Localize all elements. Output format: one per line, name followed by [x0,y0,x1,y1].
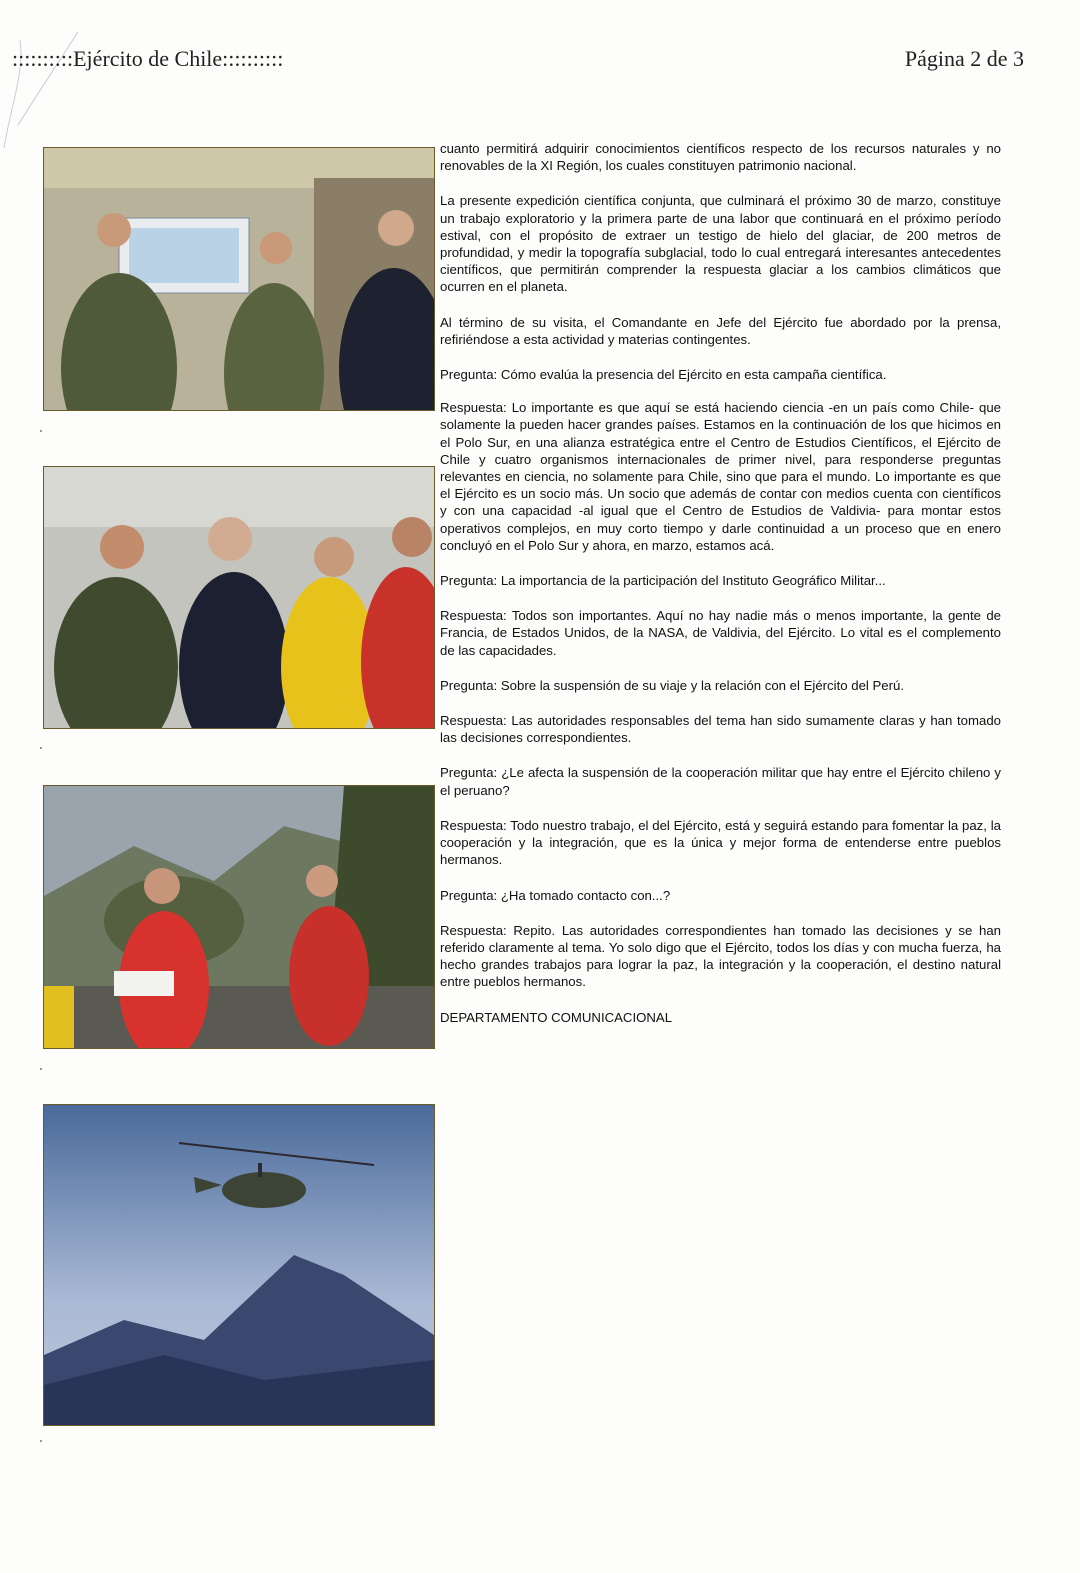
site-title: ::::::::::Ejército de Chile:::::::::: [12,46,284,71]
interview-answer: Respuesta: Todo nuestro trabajo, el del Ejército, está y seguirá estando para fomentar la paz, la cooperación y la integración, que es la única y mejor forma de entenderse entre pueblos hermanos. [440,817,1001,868]
scan-speck [40,747,42,749]
interview-question: Pregunta: ¿Le afecta la suspensión de la cooperación militar que hay entre el Ejército chileno y el peruano? [440,765,1001,798]
article-paragraph: cuanto permitirá adquirir conocimientos científicos respecto de los recursos naturales y no renovables de la XI Región, los cuales constituyen patrimonio nacional. [440,141,1001,174]
department-signature: DEPARTAMENTO COMUNICACIONAL [440,1009,673,1025]
interview-question: Pregunta: La importancia de la participación del Instituto Geográfico Militar... [440,573,886,589]
interview-question: Pregunta: Sobre la suspensión de su viaje y la relación con el Ejército del Perú. [440,677,905,693]
scan-speck [40,1440,42,1442]
interview-question: Pregunta: ¿Ha tomado contacto con...? [440,887,671,903]
interview-answer: Respuesta: Todos son importantes. Aquí no hay nadie más o menos importante, la gente de Francia, de Estados Unidos, de la NASA, de Valdivia, del Ejército. Lo vital es el complemento de las capacidades. [440,608,1001,658]
scan-speck [40,430,42,432]
page-indicator: Página 2 de 3 [904,46,1024,71]
photo-officers-map-briefing [43,147,435,411]
article-text-column [440,140,1001,1044]
interview-answer: Respuesta: Repito. Las autoridades correspondientes han tomado las decisiones y se han referido claramente al tema. Yo solo digo que el Ejército, todos los días y con mucha fuerza, ha hecho grandes trabajos para lograr la paz, la integración y la cooperación, el destino natural entre pueblos hermanos. [440,922,1001,990]
interview-answer: Respuesta: Las autoridades responsables del tema han sido sumamente claras y han tomado las decisiones correspondientes. [440,713,1001,746]
article-paragraph: Al término de su visita, el Comandante en Jefe del Ejército fue abordado por la prensa, refiriéndose a esta actividad y materias contingentes. [440,314,1001,347]
interview-answer: Respuesta: Lo importante es que aquí se está haciendo ciencia -en un país como Chile- que solamente la pueden hacer grandes países. Estamos en la continuación de los que hicimos en el Polo Sur, en una alianza estratégica entre el Centro de Estudios Científicos, el Ejército de Chile y cuatro organismos internacionales de primer nivel, para responderse preguntas relevantes en ciencia, no solamente para Chile, sino que para el mundo. Lo importante es que el Ejército es un socio más. Un socio que además de contar con medios cuenta con científicos y con una capacidad -al igual que el Centro de Estudios de Valdivia- para montar estos operativos complejos, en muy corto tiempo y darle continuidad a un proceso que en enero concluyó en el Polo Sur y ahora, en marzo, estamos acá. [440,400,1001,553]
photo-helicopter-mountains [43,1104,435,1426]
interview-question: Pregunta: Cómo evalúa la presencia del Ejército en esta campaña científica. [440,367,887,383]
scan-speck [40,1068,42,1070]
photo-group-indoor-meeting [43,466,435,729]
photo-outdoor-handshake [43,785,435,1049]
article-paragraph: La presente expedición científica conjunta, que culminará el próximo 30 de marzo, constituye un trabajo exploratorio y la primera parte de una labor que continuará en el próximo período estival, con el propósito de extraer un testigo de hielo del glaciar, de 200 metros de profundidad, y medir la topografía subglacial, todo lo cual entregará interesantes antecedentes científicos, que permitirán comprender la respuesta glaciar a los cambios climáticos que ocurren en el planeta. [440,193,1001,295]
